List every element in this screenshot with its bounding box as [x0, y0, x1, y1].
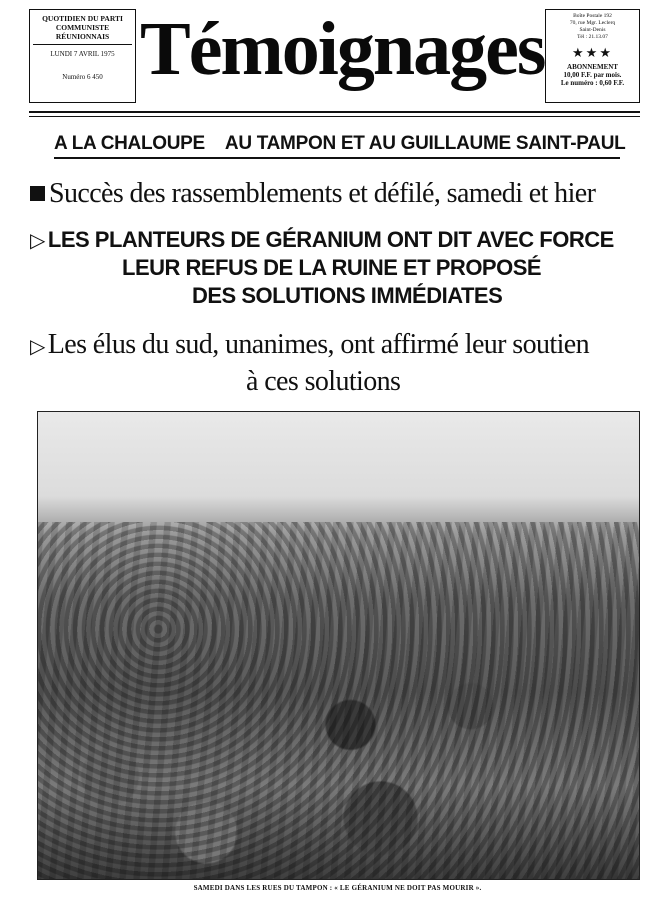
kicker-part-2: AU TAMPON ET AU GUILLAUME SAINT-PAUL — [224, 133, 626, 154]
headline-2 — [30, 226, 630, 310]
issue-number: Numéro 6 450 — [62, 73, 103, 81]
headline-1 — [30, 177, 630, 211]
kicker-part-1: A LA CHALOUPE — [54, 133, 205, 154]
subscription-label: ABONNEMENT — [567, 63, 618, 71]
headline-2-line-2: LEUR REFUS DE LA RUINE ET PROPOSÉ — [122, 255, 542, 280]
masthead-rule-thin — [29, 116, 640, 117]
headline-2-line-3: DES SOLUTIONS IMMÉDIATES — [192, 283, 503, 308]
party-line-2: COMMUNISTE — [55, 23, 110, 32]
address-line-1: Boîte Postale 192 — [573, 13, 612, 19]
headline-1-text: Succès des rassemblements et défilé, samedi et hier — [49, 178, 596, 209]
issue-date: LUNDI 7 AVRIL 1975 — [50, 50, 115, 58]
issue-price: Le numéro : 0,60 F.F. — [560, 79, 625, 87]
headline-3-line-1: Les élus du sud, unanimes, ont affirmé leur soutien — [47, 329, 589, 360]
crowd-photo — [37, 411, 640, 880]
masthead-right-box — [545, 9, 640, 103]
triangle-bullet-icon: ▷ — [30, 334, 45, 358]
address-line-4: Tél : 21.13.07 — [577, 34, 608, 40]
headline-3 — [30, 327, 630, 400]
masthead-left-box — [29, 9, 136, 103]
star-icons: ★★★ — [572, 46, 613, 61]
party-line-3: RÉUNIONNAIS — [55, 32, 110, 41]
square-bullet-icon — [30, 186, 45, 201]
crowd-texture — [38, 522, 639, 879]
newspaper-title: Témoignages — [140, 7, 545, 91]
address-line-3: Saint-Denis — [579, 27, 606, 33]
masthead-rule-thick — [29, 111, 640, 113]
party-line-1: QUOTIDIEN DU PARTI — [42, 14, 123, 23]
address-line-2: 70, rue Mgr. Leclerq — [569, 20, 616, 26]
left-box-divider — [33, 44, 132, 45]
headline-3-line-2: à ces solutions — [246, 366, 401, 397]
kicker-line — [54, 132, 626, 159]
headline-2-line-1: LES PLANTEURS DE GÉRANIUM ONT DIT AVEC FORCE — [47, 227, 614, 252]
subscription-price: 10,00 F.F. par mois. — [563, 71, 622, 79]
triangle-bullet-icon: ▷ — [30, 228, 45, 252]
photo-caption: SAMEDI DANS LES RUES DU TAMPON : « LE GÉRANIUM NE DOIT PAS MOURIR ». — [193, 884, 482, 892]
